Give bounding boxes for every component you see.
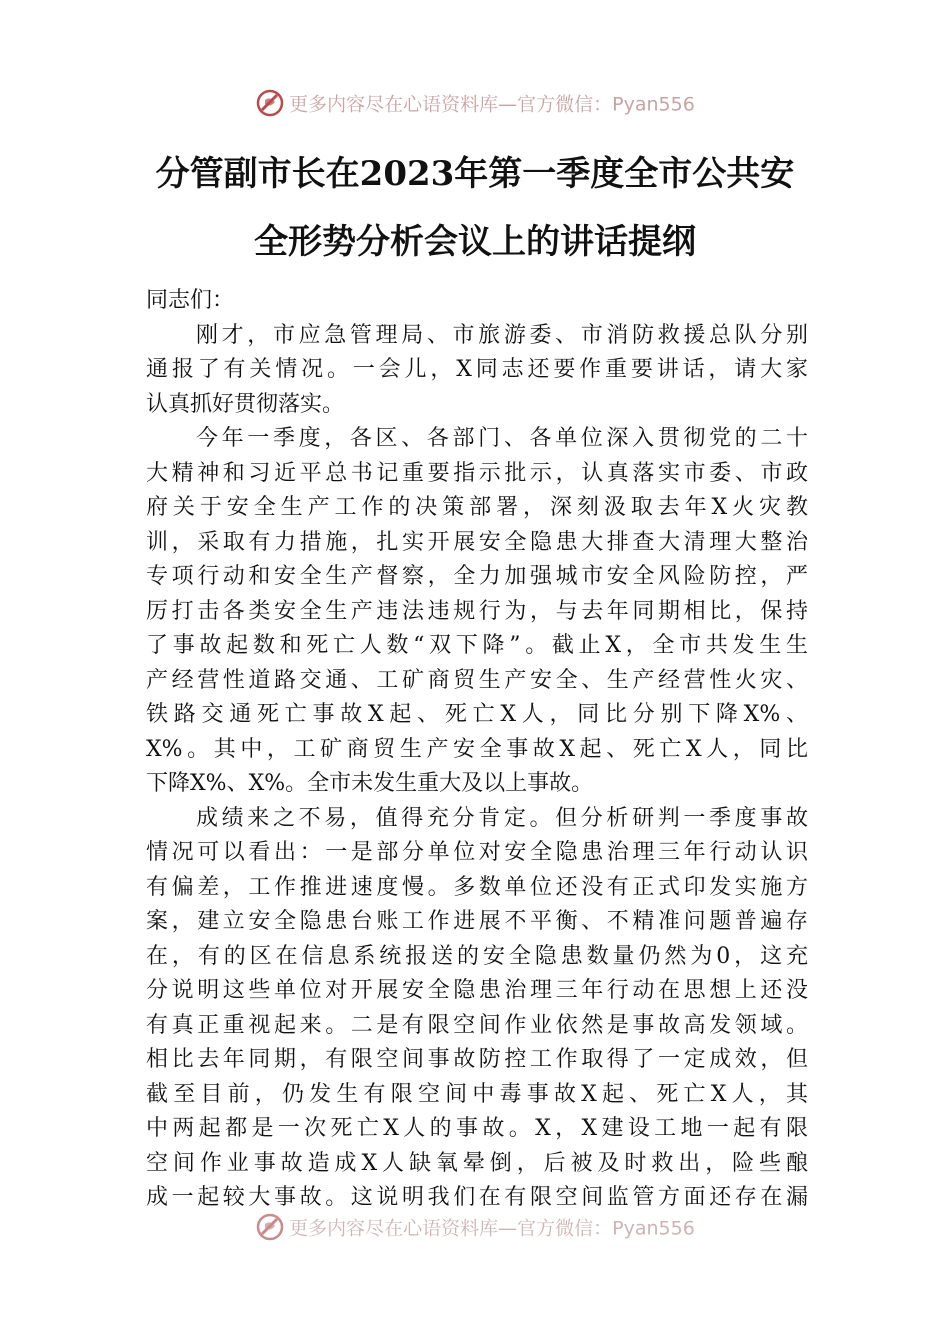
watermark-footer	[0, 1212, 950, 1242]
body-line: 案，建立安全隐患台账工作进展不平衡、不精准问题普遍存	[146, 909, 808, 934]
body-line: 分说明这些单位对开展安全隐患治理三年行动在思想上还没	[146, 978, 808, 1003]
watermark-logo-icon	[255, 88, 285, 118]
body-line: 铁路交通死亡事故X起、死亡X人，同比分别下降X%、	[146, 702, 808, 727]
document-title-line-1: 分管副市长在2023年第一季度全市公共安	[155, 154, 795, 194]
body-line: 下降X%、X%。全市未发生重大及以上事故。	[146, 771, 594, 796]
document-title-line-2: 全形势分析会议上的讲话提纲	[254, 222, 696, 262]
body-line: 府关于安全生产工作的决策部署，深刻汲取去年X火灾教	[146, 495, 808, 520]
watermark-logo-icon	[255, 1212, 285, 1242]
body-line: 认真抓好贯彻落实。	[146, 391, 345, 417]
watermark-header	[0, 88, 950, 118]
body-line: 成一起较大事故。这说明我们在有限空间监管方面还存在漏	[146, 1185, 808, 1210]
body-line: 了事故起数和死亡人数“双下降”。截止X，全市共发生生	[146, 633, 808, 658]
body-line: 产经营性道路交通、工矿商贸生产安全、生产经营性火灾、	[146, 667, 808, 693]
body-line: 截至目前，仍发生有限空间中毒事故X起、死亡X人，其	[146, 1081, 808, 1107]
body-line: 情况可以看出：一是部分单位对安全隐患治理三年行动认识	[146, 840, 808, 865]
body-line: 成绩来之不易，值得充分肯定。但分析研判一季度事故	[196, 805, 808, 831]
body-line: 通报了有关情况。一会儿，X同志还要作重要讲话，请大家	[146, 357, 808, 382]
watermark-header-text: 更多内容尽在心语资料库—官方微信：Pyan556	[289, 93, 695, 116]
body-line: 今年一季度，各区、各部门、各单位深入贯彻党的二十	[196, 426, 808, 451]
body-line: 中两起都是一次死亡X人的事故。X，X建设工地一起有限	[146, 1116, 808, 1141]
body-line: 厉打击各类安全生产违法违规行为，与去年同期相比，保持	[146, 598, 808, 624]
body-line: 专项行动和安全生产督察，全力加强城市安全风险防控，严	[146, 564, 808, 589]
body-line: 同志们：	[146, 288, 235, 313]
document-body	[146, 284, 808, 1216]
body-line: 训，采取有力措施，扎实开展安全隐患大排查大清理大整治	[146, 529, 808, 555]
body-line: 刚才，市应急管理局、市旅游委、市消防救援总队分别	[196, 322, 808, 348]
body-line: X%。其中，工矿商贸生产安全事故X起、死亡X人，同比	[146, 736, 808, 762]
body-line: 有偏差，工作推进速度慢。多数单位还没有正式印发实施方	[146, 874, 808, 900]
body-line: 在，有的区在信息系统报送的安全隐患数量仍然为0，这充	[146, 943, 808, 969]
body-line: 空间作业事故造成X人缺氧晕倒，后被及时救出，险些酿	[146, 1150, 808, 1176]
body-line: 相比去年同期，有限空间事故防控工作取得了一定成效，但	[146, 1047, 808, 1072]
body-line: 大精神和习近平总书记重要指示批示，认真落实市委、市政	[146, 460, 808, 486]
body-line: 有真正重视起来。二是有限空间作业依然是事故高发领域。	[146, 1012, 808, 1038]
watermark-footer-text: 更多内容尽在心语资料库—官方微信：Pyan556	[289, 1217, 695, 1240]
